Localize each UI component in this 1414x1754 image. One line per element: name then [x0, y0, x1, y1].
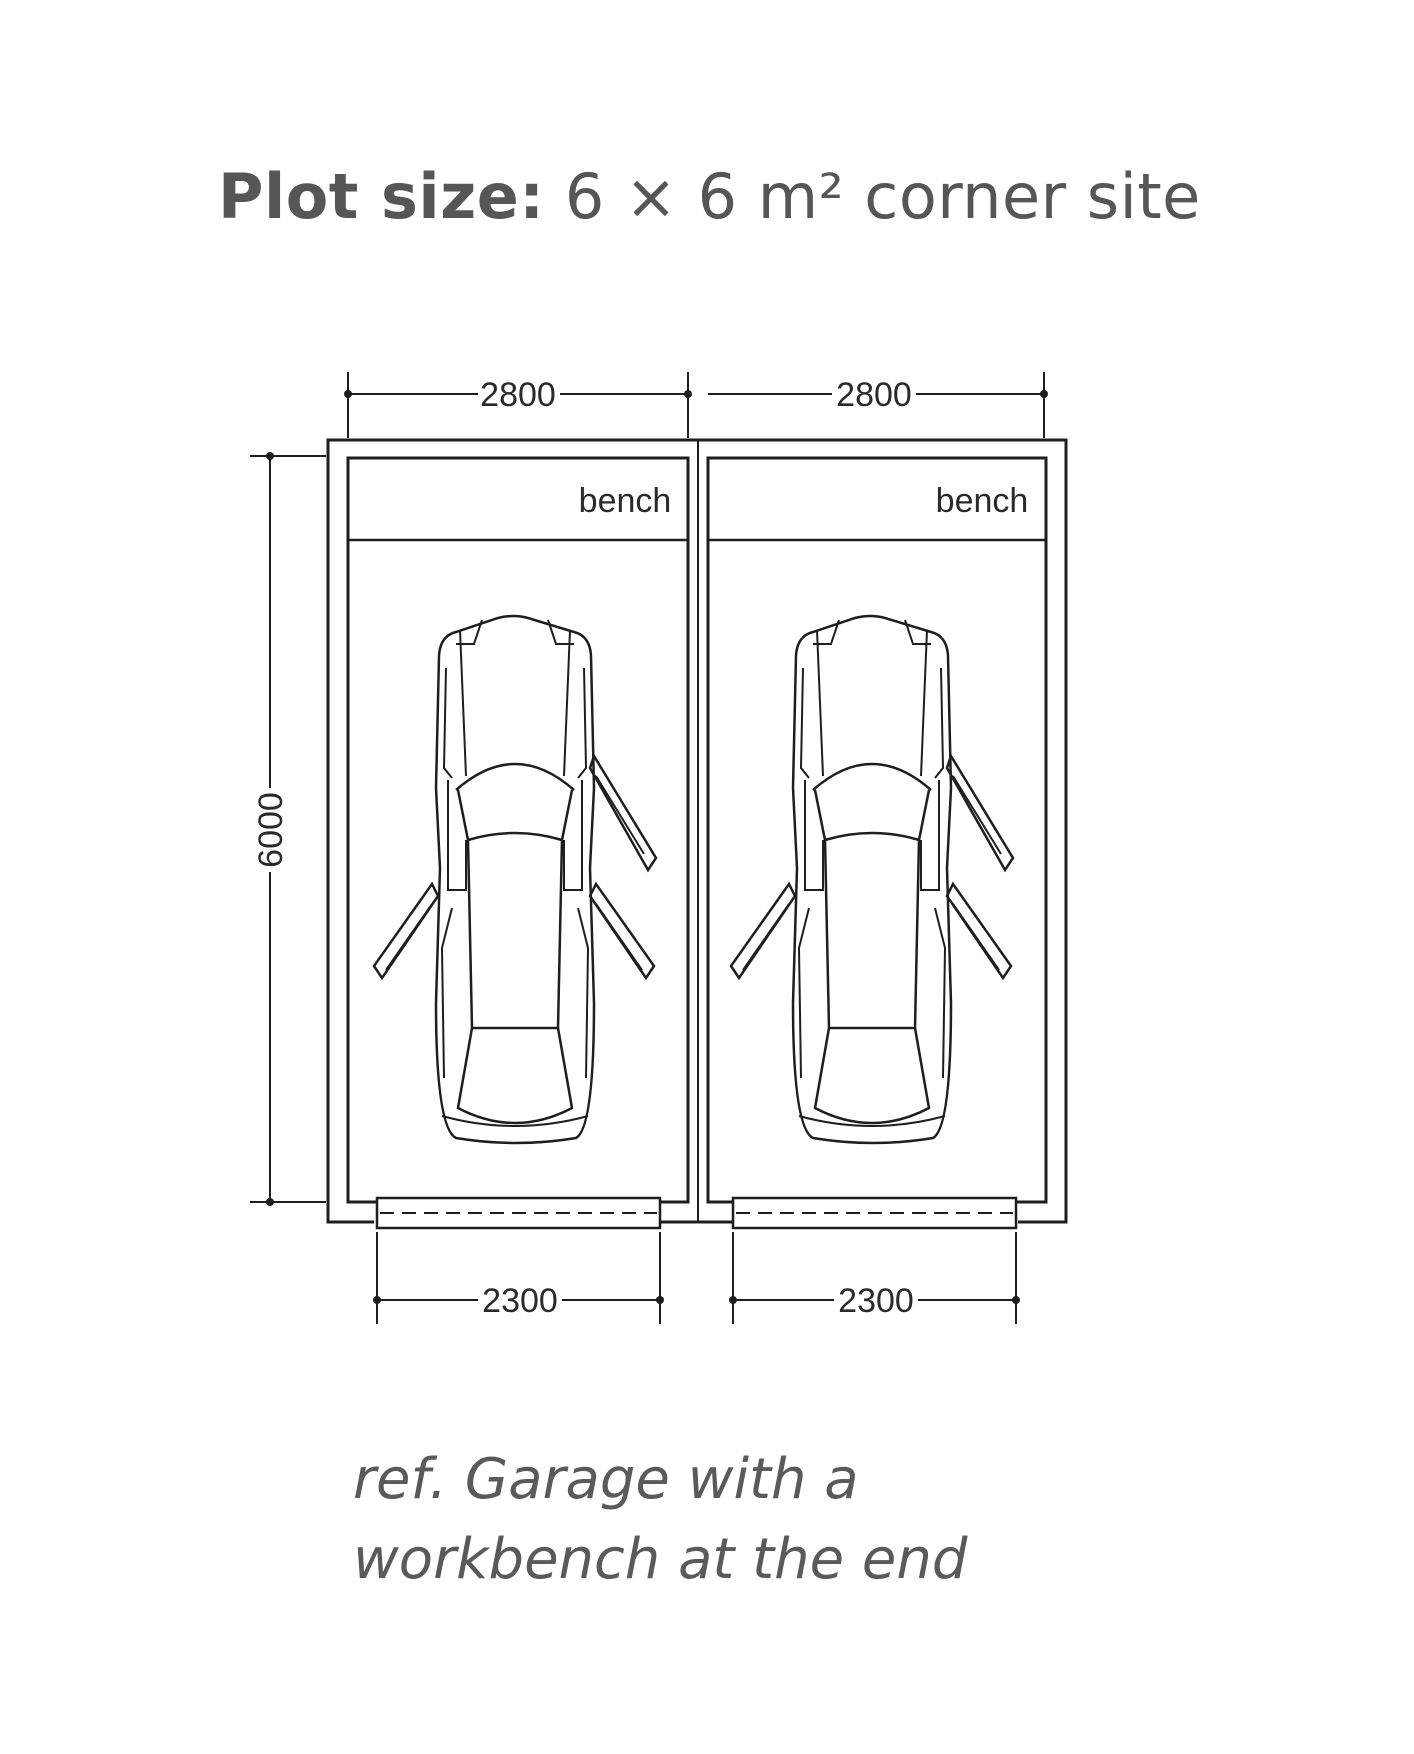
- title-rest: 6 × 6 m² corner site: [564, 160, 1201, 233]
- bay-2-bench-label: bench: [935, 482, 1029, 520]
- caption-line-2: workbench at the end: [353, 1527, 968, 1592]
- depth-label: 6000: [252, 792, 290, 868]
- car-1: [374, 616, 656, 1143]
- car-2: [731, 616, 1013, 1143]
- bay-1-width-label: 2800: [480, 376, 556, 414]
- bay-1-door-label: 2300: [482, 1282, 558, 1320]
- bay-2-door-label: 2300: [838, 1282, 914, 1320]
- bay-2-width-label: 2800: [836, 376, 912, 414]
- caption-line-1: ref. Garage with a: [353, 1447, 859, 1512]
- bay-1-bench-label: bench: [578, 482, 672, 520]
- title-lead: Plot size:: [218, 160, 545, 233]
- caption: [353, 1440, 967, 1600]
- bay-1-inner: [348, 458, 688, 1202]
